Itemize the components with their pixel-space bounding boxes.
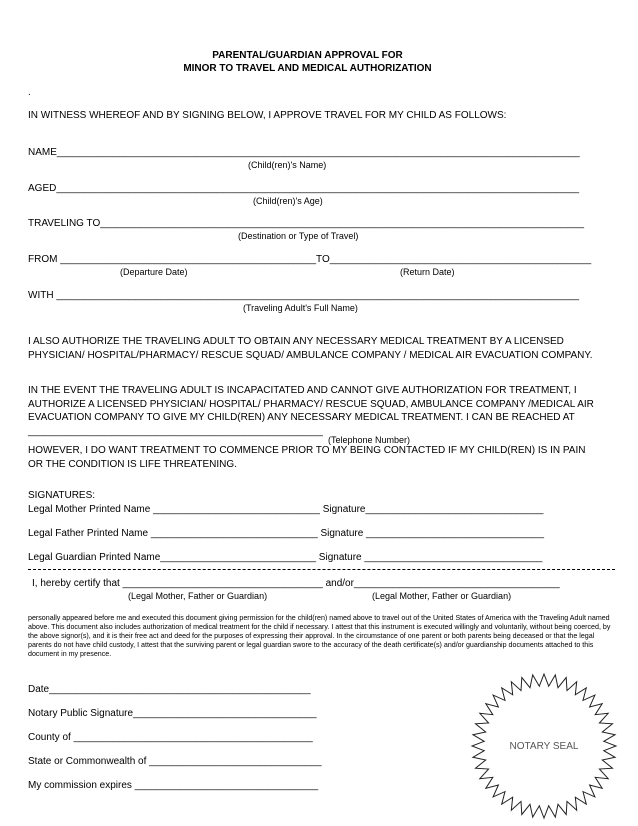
notary-date-field[interactable]: Date_______________________________________________ <box>28 684 311 695</box>
form-title-line-2: MINOR TO TRAVEL AND MEDICAL AUTHORIZATION <box>183 63 432 74</box>
treatment-prior-paragraph: HOWEVER, I DO WANT TREATMENT TO COMMENCE PRIOR TO MY BEING CONTACTED IF MY CHILD(REN) IS IN PAIN OR THE CONDITION IS LIFE THREATENING. <box>28 445 586 470</box>
certification-paragraph: personally appeared before me and executed this document giving permission for the child(ren) named above to travel out of the United States of America with the Traveling Adult named above. This document also includes authorization of medical treatment for the child if necessary. I attest that this instrument is executed willingly and voluntarily, without being coerced, by the above signor(s), and it is their free act and deed for the purposes of expressing their approval. In the circumstance of one parent or both parents being deceased or that the legal parents do not have child custody, I attest that the surviving parent or legal guardian swore to the accuracy of the death certificate(s) and/or guardianship documents attached to this document in my presence. <box>28 614 611 659</box>
guardian-signature-field[interactable]: Legal Guardian Printed Name____________________________ Signature ________________________________ <box>28 552 543 563</box>
form-title-line-1: PARENTAL/GUARDIAN APPROVAL FOR <box>212 50 403 61</box>
signatures-heading: SIGNATURES: <box>28 490 96 501</box>
destination-field[interactable]: TRAVELING TO_______________________________________________________________________________________ <box>28 218 585 229</box>
travel-dates-field[interactable]: FROM ______________________________________________TO_______________________________________________ <box>28 254 592 265</box>
destination-caption: (Destination or Type of Travel) <box>238 231 359 241</box>
notary-state-field[interactable]: State or Commonwealth of _______________________________ <box>28 756 322 767</box>
telephone-caption: (Telephone Number) <box>328 435 411 445</box>
stray-dot: . <box>28 87 31 98</box>
father-signature-field[interactable]: Legal Father Printed Name ______________________________ Signature ________________________________ <box>28 528 545 539</box>
notary-signature-field[interactable]: Notary Public Signature_________________________________ <box>28 708 317 719</box>
intro-statement: IN WITNESS WHEREOF AND BY SIGNING BELOW, I APPROVE TRAVEL FOR MY CHILD AS FOLLOWS: <box>28 110 507 121</box>
traveling-adult-caption: (Traveling Adult's Full Name) <box>243 303 358 313</box>
mother-signature-field[interactable]: Legal Mother Printed Name ______________________________ Signature________________________________ <box>28 504 544 515</box>
certification-field[interactable]: I, hereby certify that ____________________________________ and/or_____________________________________ <box>32 578 560 589</box>
departure-caption: (Departure Date) <box>120 267 188 277</box>
certification-caption-right: (Legal Mother, Father or Guardian) <box>372 591 512 601</box>
name-field[interactable]: NAME______________________________________________________________________________________________ <box>28 147 580 158</box>
certification-caption-left: (Legal Mother, Father or Guardian) <box>128 591 268 601</box>
name-caption: (Child(ren)'s Name) <box>248 160 327 170</box>
traveling-adult-field[interactable]: WITH ______________________________________________________________________________________________ <box>28 290 580 301</box>
notary-county-field[interactable]: County of ___________________________________________ <box>28 732 313 743</box>
notary-seal-icon <box>470 672 618 820</box>
age-caption: (Child(ren)'s Age) <box>253 196 323 206</box>
section-divider <box>28 569 615 570</box>
return-caption: (Return Date) <box>400 267 455 277</box>
notary-commission-field[interactable]: My commission expires _________________________________ <box>28 780 319 791</box>
notary-seal-label: NOTARY SEAL <box>509 741 579 752</box>
age-field[interactable]: AGED______________________________________________________________________________________________ <box>28 183 580 194</box>
incapacitation-paragraph: IN THE EVENT THE TRAVELING ADULT IS INCAPACITATED AND CANNOT GIVE AUTHORIZATION FOR TREATMENT, I AUTHORIZE A LICENSED PHYSICIAN/ HOSPITAL/ PHARMACY/ RESCUE SQUAD, AMBULANCE COMPANY /MEDICAL AIR EVACUATION COMPANY TO GIVE MY CHILD(REN) ANY NECESSARY MEDICAL TREATMENT. I CAN BE REACHED AT _____________________________________________________ <box>28 385 594 437</box>
medical-authorization-paragraph: I ALSO AUTHORIZE THE TRAVELING ADULT TO OBTAIN ANY NECESSARY MEDICAL TREATMENT BY A LICENSED PHYSICIAN/ HOSPITAL/PHARMACY/ RESCUE SQUAD/ AMBULANCE COMPANY / MEDICAL AIR EVACUATION COMPANY. <box>28 336 593 361</box>
